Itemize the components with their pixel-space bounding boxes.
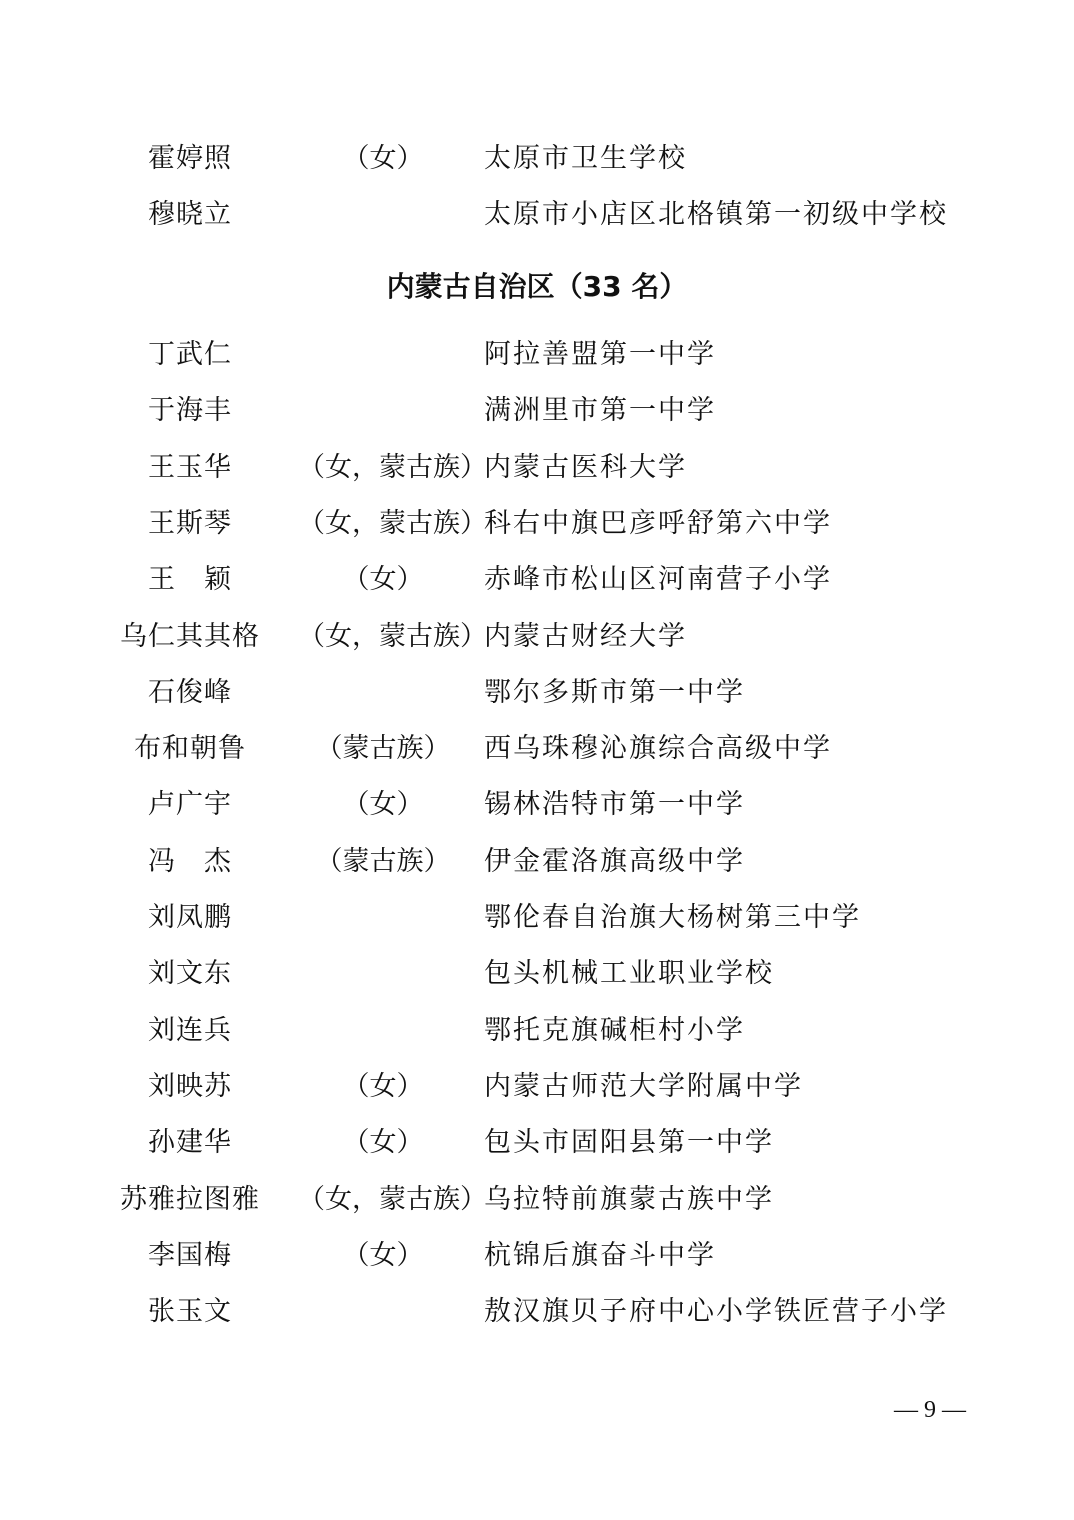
page-number: — 9 — bbox=[894, 1397, 966, 1423]
person-name: 卢广宇 bbox=[148, 789, 232, 821]
person-name: 刘凤鹏 bbox=[148, 902, 232, 933]
list-row bbox=[0, 890, 1074, 946]
person-name: 苏雅拉图雅 bbox=[120, 1183, 260, 1215]
list-row bbox=[0, 1115, 1074, 1171]
organization-name: 太原市小店区北格镇第一初级中学校 bbox=[484, 199, 948, 230]
list-row bbox=[0, 609, 1074, 665]
person-name: 霍婷照 bbox=[148, 143, 232, 174]
organization-name: 杭锦后旗奋斗中学 bbox=[484, 1239, 716, 1271]
person-note: （女，蒙古族） bbox=[298, 451, 487, 483]
organization-name: 鄂托克旗碱柜村小学 bbox=[484, 1014, 745, 1046]
list-row bbox=[0, 1284, 1074, 1340]
organization-name: 乌拉特前旗蒙古族中学 bbox=[484, 1183, 774, 1215]
person-name: 丁武仁 bbox=[148, 339, 232, 370]
list-row bbox=[0, 946, 1074, 1002]
person-name: 布和朝鲁 bbox=[134, 733, 246, 765]
organization-name: 敖汉旗贝子府中心小学铁匠营子小学 bbox=[484, 1296, 948, 1328]
list-row bbox=[0, 665, 1074, 721]
list-row bbox=[0, 383, 1074, 439]
person-name: 李国梅 bbox=[148, 1239, 232, 1271]
person-name: 穆晓立 bbox=[148, 199, 232, 230]
list-row bbox=[0, 552, 1074, 608]
list-row bbox=[0, 131, 1074, 187]
organization-name: 鄂尔多斯市第一中学 bbox=[484, 676, 745, 708]
organization-name: 满洲里市第一中学 bbox=[484, 395, 716, 427]
person-note: （蒙古族） bbox=[315, 733, 451, 765]
person-name: 于海丰 bbox=[148, 395, 232, 427]
organization-name: 鄂伦春自治旗大杨树第三中学 bbox=[484, 902, 861, 933]
person-note: （女） bbox=[342, 143, 424, 174]
list-row bbox=[0, 721, 1074, 777]
person-note: （女，蒙古族） bbox=[298, 507, 487, 539]
person-name: 王玉华 bbox=[148, 451, 232, 483]
person-name: 刘连兵 bbox=[148, 1014, 232, 1046]
organization-name: 锡林浩特市第一中学 bbox=[484, 789, 745, 821]
organization-name: 内蒙古医科大学 bbox=[484, 451, 687, 483]
list-row bbox=[0, 440, 1074, 496]
person-note: （女，蒙古族） bbox=[298, 1183, 487, 1215]
person-note: （女） bbox=[342, 1127, 424, 1159]
list-row bbox=[0, 1228, 1074, 1284]
person-name: 刘文东 bbox=[148, 958, 232, 990]
organization-name: 阿拉善盟第一中学 bbox=[484, 339, 716, 370]
person-name: 刘映苏 bbox=[148, 1070, 232, 1102]
organization-name: 内蒙古师范大学附属中学 bbox=[484, 1070, 803, 1102]
person-note: （女） bbox=[342, 1070, 424, 1102]
list-row bbox=[0, 1059, 1074, 1115]
organization-name: 内蒙古财经大学 bbox=[484, 620, 687, 652]
person-note: （女） bbox=[342, 789, 424, 821]
list-row bbox=[0, 777, 1074, 833]
person-name: 张玉文 bbox=[148, 1296, 232, 1328]
organization-name: 西乌珠穆沁旗综合高级中学 bbox=[484, 733, 832, 765]
person-note: （女，蒙古族） bbox=[298, 620, 487, 652]
list-row bbox=[0, 1172, 1074, 1228]
organization-name: 科右中旗巴彦呼舒第六中学 bbox=[484, 507, 832, 539]
person-note: （蒙古族） bbox=[315, 845, 451, 877]
person-name: 乌仁其其格 bbox=[120, 620, 260, 652]
organization-name: 赤峰市松山区河南营子小学 bbox=[484, 564, 832, 596]
organization-name: 太原市卫生学校 bbox=[484, 143, 687, 174]
section-title: 内蒙古自治区（33 名） bbox=[386, 270, 688, 303]
list-row bbox=[0, 327, 1074, 383]
person-name: 王 颖 bbox=[148, 564, 232, 596]
list-row bbox=[0, 187, 1074, 243]
list-row bbox=[0, 1003, 1074, 1059]
organization-name: 包头机械工业职业学校 bbox=[484, 958, 774, 990]
organization-name: 伊金霍洛旗高级中学 bbox=[484, 845, 745, 877]
person-name: 王斯琴 bbox=[148, 507, 232, 539]
list-row bbox=[0, 496, 1074, 552]
person-note: （女） bbox=[342, 1239, 424, 1271]
list-row bbox=[0, 834, 1074, 890]
organization-name: 包头市固阳县第一中学 bbox=[484, 1127, 774, 1159]
person-name: 石俊峰 bbox=[148, 676, 232, 708]
person-note: （女） bbox=[342, 564, 424, 596]
person-name: 冯 杰 bbox=[148, 845, 232, 877]
person-name: 孙建华 bbox=[148, 1127, 232, 1159]
